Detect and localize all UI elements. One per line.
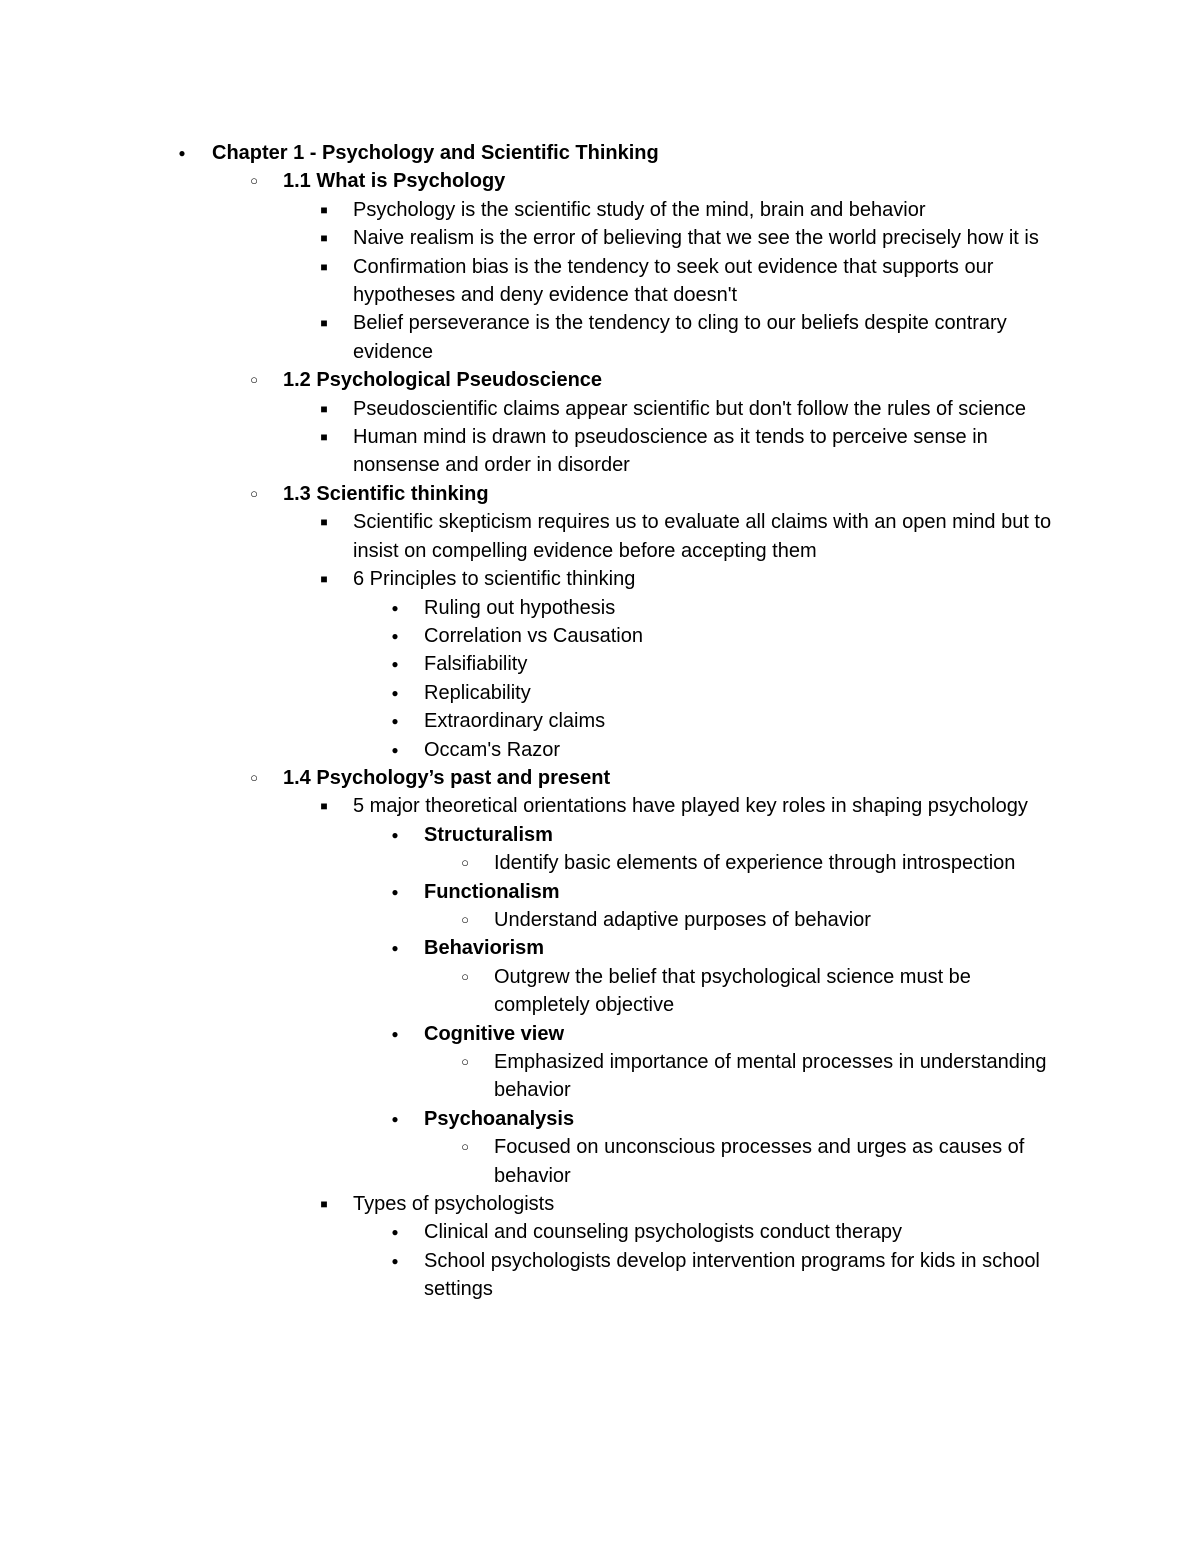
filled-circle-bullet-icon: ● bbox=[391, 1253, 399, 1268]
outline-text: Cognitive view bbox=[424, 1022, 565, 1045]
sub-list-item bbox=[0, 622, 1062, 650]
outline-text: Clinical and counseling psychologists conduct therapy bbox=[424, 1221, 903, 1244]
outline-text: Psychoanalysis bbox=[424, 1107, 575, 1130]
outline-text: Structuralism bbox=[424, 823, 553, 846]
sub-list-item bbox=[0, 878, 1062, 906]
filled-circle-bullet-icon: ● bbox=[391, 628, 399, 643]
sub-sub-list-item bbox=[0, 1133, 1062, 1190]
outline-text: Pseudoscientific claims appear scientific but don't follow the rules of science bbox=[353, 397, 1027, 420]
filled-circle-bullet-icon: ● bbox=[391, 657, 399, 672]
square-bullet-icon: ■ bbox=[320, 316, 328, 331]
outline-text: Correlation vs Causation bbox=[424, 624, 643, 647]
outline-text: Identify basic elements of experience through introspection bbox=[494, 852, 1016, 875]
filled-circle-bullet-icon: ● bbox=[391, 941, 399, 956]
outline-text: Behaviorism bbox=[424, 937, 545, 960]
square-bullet-icon: ■ bbox=[320, 231, 328, 246]
outline-text: Occam's Razor bbox=[424, 738, 561, 761]
list-item bbox=[0, 508, 1062, 565]
list-item bbox=[0, 196, 1062, 224]
outline-text: 1.3 Scientific thinking bbox=[283, 482, 489, 505]
section-heading bbox=[0, 480, 1062, 508]
outline-text: Extraordinary claims bbox=[424, 710, 606, 733]
outline-text: Chapter 1 - Psychology and Scientific Thinking bbox=[212, 142, 659, 164]
outline-text: Understand adaptive purposes of behavior bbox=[494, 908, 871, 931]
sub-sub-list-item bbox=[0, 849, 1062, 877]
filled-circle-bullet-icon: ● bbox=[391, 1026, 399, 1041]
outline-text: 5 major theoretical orientations have played key roles in shaping psychology bbox=[353, 795, 1028, 818]
outline-text: School psychologists develop intervention programs for kids in school settings bbox=[424, 1249, 1040, 1301]
square-bullet-icon: ■ bbox=[320, 1197, 328, 1212]
list-item bbox=[0, 1190, 1062, 1218]
filled-circle-bullet-icon: ● bbox=[178, 146, 186, 160]
square-bullet-icon: ■ bbox=[320, 430, 328, 445]
sub-list-item bbox=[0, 679, 1062, 707]
hollow-circle-bullet-icon: ○ bbox=[461, 968, 469, 984]
outline-text: Ruling out hypothesis bbox=[424, 596, 616, 619]
filled-circle-bullet-icon: ● bbox=[391, 1111, 399, 1126]
sub-list-item bbox=[0, 736, 1062, 764]
sub-list-item bbox=[0, 650, 1062, 678]
sub-list-item bbox=[0, 934, 1062, 962]
sub-list-item bbox=[0, 821, 1062, 849]
square-bullet-icon: ■ bbox=[320, 572, 328, 587]
outline-text: Emphasized importance of mental processes in understanding behavior bbox=[494, 1051, 1047, 1102]
hollow-circle-bullet-icon: ○ bbox=[250, 372, 258, 388]
filled-circle-bullet-icon: ● bbox=[391, 714, 399, 729]
outline-text: Functionalism bbox=[424, 880, 560, 903]
outline-text: 1.4 Psychology’s past and present bbox=[283, 766, 611, 789]
section-heading bbox=[0, 167, 1062, 195]
outline-text: Replicability bbox=[424, 681, 531, 704]
square-bullet-icon: ■ bbox=[320, 515, 328, 530]
hollow-circle-bullet-icon: ○ bbox=[461, 1139, 469, 1155]
outline-text: Human mind is drawn to pseudoscience as it tends to perceive sense in nonsense and order in disorder bbox=[353, 426, 988, 477]
outline-text: Belief perseverance is the tendency to cling to our beliefs despite contrary evidence bbox=[353, 312, 1007, 363]
filled-circle-bullet-icon: ● bbox=[391, 742, 399, 757]
outline-text: 1.2 Psychological Pseudoscience bbox=[283, 369, 603, 392]
sub-sub-list-item bbox=[0, 906, 1062, 934]
section-heading bbox=[0, 764, 1062, 792]
list-item bbox=[0, 253, 1062, 310]
outline-text: Focused on unconscious processes and urges as causes of behavior bbox=[494, 1136, 1025, 1187]
sub-list-item bbox=[0, 707, 1062, 735]
sub-sub-list-item bbox=[0, 963, 1062, 1020]
hollow-circle-bullet-icon: ○ bbox=[461, 911, 469, 927]
outline-text: Confirmation bias is the tendency to seek out evidence that supports our hypotheses and deny evidence that doesn't bbox=[353, 255, 994, 307]
square-bullet-icon: ■ bbox=[320, 259, 328, 274]
list-item bbox=[0, 309, 1062, 366]
hollow-circle-bullet-icon: ○ bbox=[250, 485, 258, 501]
filled-circle-bullet-icon: ● bbox=[391, 827, 399, 842]
square-bullet-icon: ■ bbox=[320, 799, 328, 814]
outline-text: Scientific skepticism requires us to evaluate all claims with an open mind but to insist on compelling evidence before accepting them bbox=[353, 511, 1052, 562]
sub-list-item bbox=[0, 1247, 1062, 1304]
square-bullet-icon: ■ bbox=[320, 401, 328, 416]
square-bullet-icon: ■ bbox=[320, 202, 328, 217]
list-item bbox=[0, 792, 1062, 820]
outline-text: 1.1 What is Psychology bbox=[283, 170, 506, 193]
sub-list-item bbox=[0, 594, 1062, 622]
sub-sub-list-item bbox=[0, 1048, 1062, 1105]
outline-text: 6 Principles to scientific thinking bbox=[353, 568, 636, 591]
outline-text: Types of psychologists bbox=[353, 1193, 555, 1216]
filled-circle-bullet-icon: ● bbox=[391, 685, 399, 700]
outline-text: Falsifiability bbox=[424, 653, 528, 676]
filled-circle-bullet-icon: ● bbox=[391, 600, 399, 615]
outline-text: Psychology is the scientific study of the mind, brain and behavior bbox=[353, 198, 926, 221]
list-item bbox=[0, 423, 1062, 480]
hollow-circle-bullet-icon: ○ bbox=[461, 1054, 469, 1069]
list-item bbox=[0, 565, 1062, 593]
list-item bbox=[0, 224, 1062, 252]
outline-text: Outgrew the belief that psychological science must be completely objective bbox=[494, 965, 971, 1017]
sub-list-item bbox=[0, 1105, 1062, 1133]
notes-outline bbox=[0, 139, 1200, 1304]
hollow-circle-bullet-icon: ○ bbox=[461, 855, 469, 871]
list-item bbox=[0, 395, 1062, 423]
hollow-circle-bullet-icon: ○ bbox=[250, 173, 258, 189]
chapter-heading bbox=[0, 139, 1062, 167]
section-heading bbox=[0, 366, 1062, 394]
sub-list-item bbox=[0, 1218, 1062, 1246]
filled-circle-bullet-icon: ● bbox=[391, 884, 399, 899]
outline-text: Naive realism is the error of believing that we see the world precisely how it is bbox=[353, 227, 1039, 250]
hollow-circle-bullet-icon: ○ bbox=[250, 769, 258, 785]
sub-list-item bbox=[0, 1020, 1062, 1048]
filled-circle-bullet-icon: ● bbox=[391, 1225, 399, 1240]
